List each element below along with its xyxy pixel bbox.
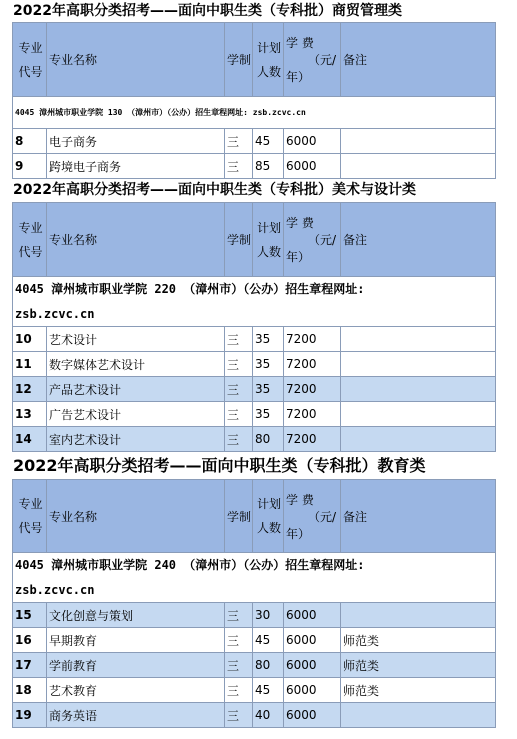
plan-cell: 45 [253, 628, 284, 653]
header-name: 专业名称 [47, 23, 225, 97]
years-cell: 三 [225, 154, 253, 179]
years-cell: 三 [225, 628, 253, 653]
years-cell: 三 [225, 129, 253, 154]
header-fee-line3: 年） [286, 526, 311, 541]
years-cell: 三 [225, 327, 253, 352]
header-plan-line2: 人数 [256, 244, 281, 259]
school-line-text: 4045 漳州城市职业学院 220 （漳州市）（公办）招生章程网址: [15, 282, 365, 296]
header-years: 学制 [225, 23, 253, 97]
header-years: 学制 [225, 203, 253, 277]
fee-cell: 6000 [284, 628, 341, 653]
plan-cell: 45 [253, 678, 284, 703]
code-cell: 9 [13, 154, 47, 179]
table-row [13, 427, 496, 452]
plan-cell: 80 [253, 427, 284, 452]
fee-cell: 6000 [284, 653, 341, 678]
header-plan [253, 480, 284, 553]
plan-cell: 45 [253, 129, 284, 154]
table-row [13, 377, 496, 402]
code-cell: 11 [13, 352, 47, 377]
header-fee [284, 23, 341, 97]
fee-cell: 7200 [284, 377, 341, 402]
header-code-line1: 专业 [18, 40, 43, 55]
header-fee-line2: （元/ [307, 509, 336, 524]
header-code [13, 203, 47, 277]
header-code-line1: 专业 [18, 220, 43, 235]
note-cell: 师范类 [341, 653, 496, 678]
header-fee-line2: （元/ [307, 233, 336, 247]
table-commerce [12, 22, 496, 179]
plan-cell: 40 [253, 703, 284, 728]
years-cell: 三 [225, 678, 253, 703]
header-note: 备注 [341, 23, 496, 97]
name-cell: 广告艺术设计 [47, 402, 225, 427]
header-fee [284, 480, 341, 553]
table-row [13, 402, 496, 427]
school-line [13, 277, 496, 327]
school-row [13, 97, 496, 129]
header-row [13, 203, 496, 277]
header-code-line1: 专业 [18, 497, 43, 511]
plan-cell: 35 [253, 402, 284, 427]
header-plan-line1: 计划 [256, 40, 281, 55]
header-fee [284, 203, 341, 277]
fee-cell: 6000 [284, 603, 341, 628]
fee-cell: 7200 [284, 352, 341, 377]
code-cell: 13 [13, 402, 47, 427]
fee-cell: 7200 [284, 402, 341, 427]
table-row [13, 603, 496, 628]
header-note: 备注 [341, 480, 496, 553]
code-cell: 14 [13, 427, 47, 452]
name-cell: 艺术设计 [47, 327, 225, 352]
section-title: 2022年高职分类招考——面向中职生类（专科批）教育类 [13, 456, 426, 475]
header-years: 学制 [225, 480, 253, 553]
header-fee-line1: 学 费 [286, 492, 314, 507]
header-note: 备注 [341, 203, 496, 277]
note-cell [341, 603, 496, 628]
plan-cell: 80 [253, 653, 284, 678]
header-code-line2: 代号 [18, 64, 43, 79]
plan-cell: 35 [253, 327, 284, 352]
school-row [13, 553, 496, 603]
name-cell: 数字媒体艺术设计 [47, 352, 225, 377]
code-cell: 15 [13, 603, 47, 628]
section-title: 2022年高职分类招考——面向中职生类（专科批）商贸管理类 [13, 3, 402, 19]
table-row [13, 653, 496, 678]
header-fee-line3: 年） [286, 70, 311, 84]
name-cell: 文化创意与策划 [47, 603, 225, 628]
header-fee-line2: （元/ [307, 53, 336, 67]
code-cell: 8 [13, 129, 47, 154]
header-plan-line2: 人数 [256, 64, 281, 79]
fee-cell: 7200 [284, 327, 341, 352]
school-url: zsb.zcvc.cn [15, 307, 95, 321]
fee-cell: 6000 [284, 129, 341, 154]
header-fee-line3: 年） [286, 250, 311, 264]
header-code-line2: 代号 [18, 244, 43, 259]
years-cell: 三 [225, 653, 253, 678]
note-cell [341, 327, 496, 352]
name-cell: 跨境电子商务 [47, 154, 225, 179]
table-art-design [12, 202, 496, 452]
school-row [13, 277, 496, 327]
years-cell: 三 [225, 603, 253, 628]
header-plan [253, 23, 284, 97]
name-cell: 早期教育 [47, 628, 225, 653]
table-row [13, 628, 496, 653]
fee-cell: 6000 [284, 678, 341, 703]
fee-cell: 6000 [284, 703, 341, 728]
name-cell: 室内艺术设计 [47, 427, 225, 452]
note-cell [341, 129, 496, 154]
header-fee-line1: 学 费 [286, 36, 314, 50]
section-title: 2022年高职分类招考——面向中职生类（专科批）美术与设计类 [13, 182, 416, 198]
name-cell: 艺术教育 [47, 678, 225, 703]
years-cell: 三 [225, 427, 253, 452]
header-row [13, 480, 496, 553]
years-cell: 三 [225, 703, 253, 728]
name-cell: 学前教育 [47, 653, 225, 678]
header-name: 专业名称 [47, 480, 225, 553]
code-cell: 19 [13, 703, 47, 728]
fee-cell: 6000 [284, 154, 341, 179]
note-cell [341, 154, 496, 179]
note-cell: 师范类 [341, 678, 496, 703]
table-row [13, 129, 496, 154]
header-code-line2: 代号 [18, 521, 43, 535]
note-cell [341, 703, 496, 728]
note-cell: 师范类 [341, 628, 496, 653]
years-cell: 三 [225, 377, 253, 402]
header-code [13, 23, 47, 97]
code-cell: 10 [13, 327, 47, 352]
code-cell: 12 [13, 377, 47, 402]
note-cell [341, 377, 496, 402]
header-plan-line1: 计划 [256, 497, 281, 511]
school-line [13, 553, 496, 603]
header-fee-line1: 学 费 [286, 216, 314, 230]
table-row [13, 678, 496, 703]
header-plan [253, 203, 284, 277]
header-plan-line1: 计划 [256, 220, 281, 235]
code-cell: 17 [13, 653, 47, 678]
table-education [12, 479, 496, 728]
school-line: 4045 漳州城市职业学院 130 （漳州市）（公办）招生章程网址: zsb.zcvc.cn [13, 97, 496, 129]
code-cell: 16 [13, 628, 47, 653]
note-cell [341, 402, 496, 427]
code-cell: 18 [13, 678, 47, 703]
header-name: 专业名称 [47, 203, 225, 277]
years-cell: 三 [225, 402, 253, 427]
school-url: zsb.zcvc.cn [15, 583, 95, 597]
header-code [13, 480, 47, 553]
table-row [13, 703, 496, 728]
name-cell: 电子商务 [47, 129, 225, 154]
years-cell: 三 [225, 352, 253, 377]
plan-cell: 35 [253, 352, 284, 377]
note-cell [341, 352, 496, 377]
fee-cell: 7200 [284, 427, 341, 452]
note-cell [341, 427, 496, 452]
plan-cell: 30 [253, 603, 284, 628]
header-row [13, 23, 496, 97]
table-row [13, 327, 496, 352]
plan-cell: 85 [253, 154, 284, 179]
name-cell: 商务英语 [47, 703, 225, 728]
plan-cell: 35 [253, 377, 284, 402]
header-plan-line2: 人数 [256, 521, 281, 535]
name-cell: 产品艺术设计 [47, 377, 225, 402]
school-line-text: 4045 漳州城市职业学院 240 （漳州市）（公办）招生章程网址: [15, 558, 365, 572]
table-row [13, 154, 496, 179]
table-row [13, 352, 496, 377]
